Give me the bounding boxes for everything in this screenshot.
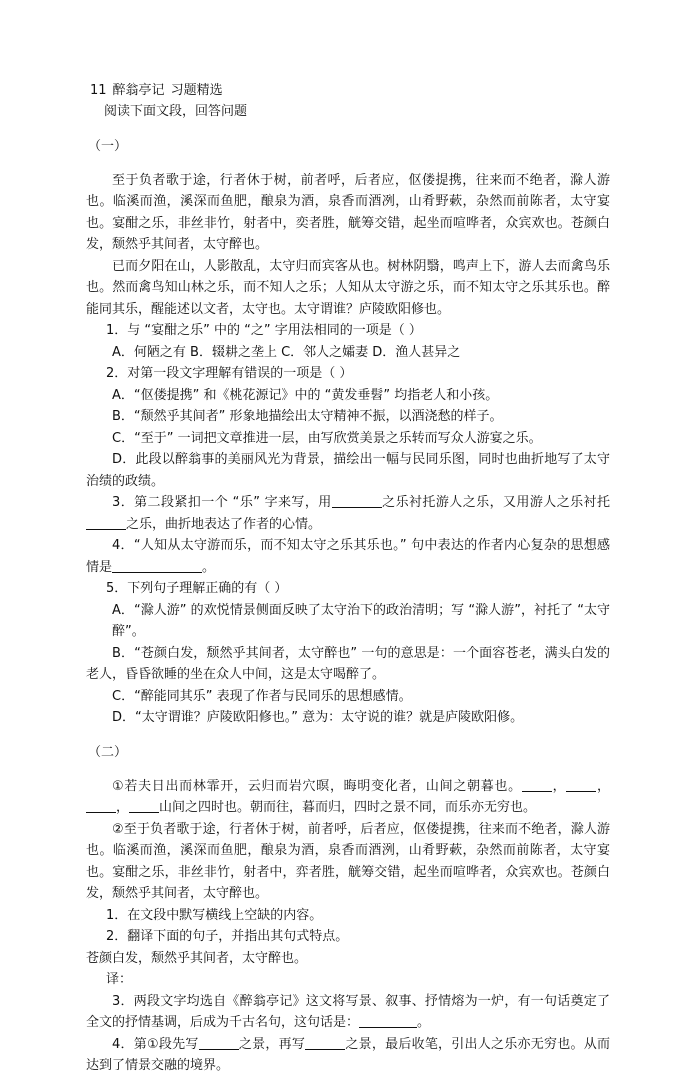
part2-question-1: 1．在文段中默写横线上空缺的内容。: [106, 907, 323, 923]
part1-question-2-option-b: B．“颓然乎其间者” 形象地描绘出太守精神不振，以酒浇愁的样子。: [112, 409, 503, 424]
part1-paragraph-2: 已而夕阳在山，人影散乱，太守归而宾客从也。树林阴翳，鸣声上下，游人去而禽鸟乐也。然而禽鸟知山林之乐，而不知人之乐；人知从太守游之乐，而不知太守之乐其乐也。醉能同其乐，醒能述以文者，太守也。太守谓谁？庐陵欧阳修也。: [86, 258, 610, 317]
part2-paragraph-1: ①若夫日出而林霏开，云归而岩穴暝，晦明变化者，山间之朝暮也。 ， ，， 山间之四时也。朝而往，暮而归，四时之景不同，而乐亦无穷也。: [86, 776, 610, 819]
part1-question-1: 1．与 “宴酣之乐” 中的 “之” 字用法相同的一项是（ ）: [106, 323, 422, 338]
part1-question-2-option-d: D．此段以醉翁事的美丽风光为背景，描绘出一幅与民同乐图，同时也曲折地写了太守治绩的政绩。: [86, 452, 610, 489]
answer-blank[interactable]: [305, 1035, 345, 1050]
part1-question-5-option-a: A．“滁人游” 的欢悦情景侧面反映了太守治下的政治清明；写 “滁人游”，衬托了 “太守醉”。: [112, 602, 610, 639]
answer-blank[interactable]: [112, 558, 202, 573]
answer-blank[interactable]: [86, 515, 126, 530]
part2-label: （二）: [88, 744, 128, 760]
part2-question-2-sentence: 苍颜白发，颓然乎其间者，太守醉也。: [86, 950, 308, 966]
part1-question-3: 3．第二段紧扣一个 “乐” 字来写，用 之乐衬托游人之乐，又用游人之乐衬托之乐，曲折地表达了作者的心情。: [86, 492, 610, 535]
lesson-heading: [90, 80, 610, 101]
part1-label: （一）: [88, 138, 128, 154]
answer-blank[interactable]: [566, 777, 596, 792]
answer-blank[interactable]: [199, 1035, 239, 1050]
part1-question-1-options: A．何陋之有 B．辍耕之垄上 C．邻人之孀妻 D．渔人甚异之: [112, 344, 461, 360]
answer-blank[interactable]: [522, 777, 552, 792]
part1-question-4: 4．“人知从太守游而乐，而不知太守之乐其乐也。” 句中表达的作者内心复杂的思想感情是 。: [86, 538, 610, 575]
part1-question-2: 2．对第一段文字理解有错误的一项是（ ）: [106, 366, 353, 381]
part2-paragraph-2: ②至于负者歌于途，行者休于树，前者呼，后者应，伛偻提携，往来而不绝者，滁人游也。临溪而渔，溪深而鱼肥，酿泉为酒，泉香而酒洌，山肴野蔌，杂然而前陈者，太守宴也。宴酣之乐，非丝非竹，射者中，弈者胜，觥筹交错，起坐而喧哗者，众宾欢也。苍颜白发，颓然乎其间者，太守醉也。: [86, 821, 610, 901]
part1-question-5-option-c: C．“醉能同其乐” 表现了作者与民同乐的思想感情。: [112, 688, 412, 704]
part1-paragraph-1: 至于负者歌于途，行者休于树，前者呼，后者应，伛偻提携，往来而不绝者，滁人游也。临溪而渔，溪深而鱼肥，酿泉为酒，泉香而酒冽，山肴野蔌，杂然而前陈者，太守宴也。宴酣之乐，非丝非竹，射者中，奕者胜，觥筹交错，起坐而喧哗者，众宾欢也。苍颜白发，颓然乎其间者，太守醉也。: [86, 172, 610, 252]
part1-question-5: 5．下列句子理解正确的有（ ）: [106, 581, 288, 596]
part2-question-2: 2．翻译下面的句子，并指出其句式特点。: [106, 929, 349, 944]
part2-question-4: 4．第①段先写 之景，再写 之景，最后收笔，引出人之乐亦无穷也。从而达到了情景交融的境界。: [86, 1036, 610, 1073]
part1-question-2-option-c: C．“至于” 一词把文章推进一层，由写欣赏美景之乐转而写众人游宴之乐。: [112, 430, 542, 446]
part1-question-5-option-b: B．“苍颜白发，颓然乎其间者，太守醉也” 一句的意思是：一个面容苍老，满头白发的老人，昏昏欲睡的坐在众人中间，这是太守喝醉了。: [86, 645, 610, 682]
lesson-number: 11: [90, 83, 107, 98]
part2-question-3: 3．两段文字均选自《醉翁亭记》这文将写景、叙事、抒情熔为一炉，有一句话奠定了全文的抒情基调，后成为千古名句，这句话是： 。: [86, 993, 610, 1030]
answer-blank[interactable]: [359, 1013, 417, 1028]
instruction: 阅读下面文段，回答问题: [104, 104, 248, 119]
lesson-subtitle: 习题精选: [170, 83, 223, 98]
part2-question-2-answer: 译：: [106, 972, 133, 987]
answer-blank[interactable]: [86, 798, 116, 813]
lesson-title: 醉翁亭记: [112, 83, 165, 98]
part1-question-2-option-a: A．“伛偻提携” 和《桃花源记》中的 “黄发垂髫” 均指老人和小孩。: [112, 387, 499, 403]
answer-blank[interactable]: [129, 798, 159, 813]
answer-blank[interactable]: [332, 493, 382, 508]
part1-question-5-option-d: D．“太守谓谁？庐陵欧阳修也。” 意为：太守说的谁？就是庐陵欧阳修。: [112, 710, 524, 725]
